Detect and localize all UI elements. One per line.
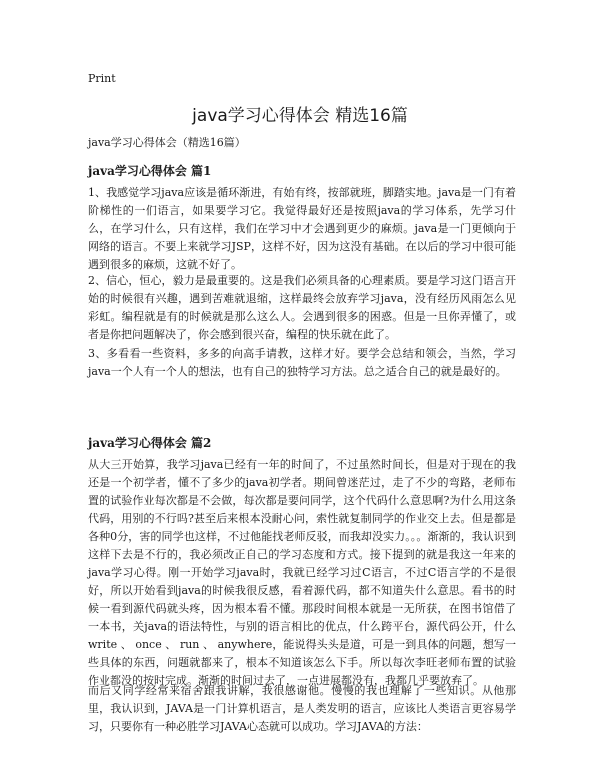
document-title: java学习心得体会 精选16篇 <box>192 106 408 126</box>
document-subtitle: java学习心得体会（精选16篇） <box>88 136 246 149</box>
section-heading-2: java学习心得体会 篇2 <box>88 436 212 450</box>
section-1-paragraph-2: 2、信心，恒心，毅力是最重要的。这是我们必须具备的心理素质。要是学习这门语言开始的时候很有兴趣，遇到苦难就退缩，这样最终会放弃学习java，没有经历风雨怎么见彩虹。编程就是有的时候就是那么这么人。会遇到很多的困惑。但是一旦你弄懂了，或者是你把问题解决了，你会感到很兴奋，编程的快乐就在此了。 <box>88 274 516 341</box>
section-2-paragraph-2: 而后又同学经常来宿舍跟我讲解，我很感谢他。慢慢的我也理解了一些知识。从他那里，我认识到，JAVA是一门计算机语言，是人类发明的语言，应该比人类语言更容易学习，只要你有一种必胜学习JAVA心态就可以成功。学习JAVA的方法： <box>88 684 516 733</box>
print-label: Print <box>88 72 116 85</box>
section-2-paragraph-1: 从大三开始算，我学习java已经有一年的时间了，不过虽然时间长，但是对于现在的我还是一个初学者，懂不了多少的java初学者。期间曾迷茫过，走了不少的弯路，老师布置的试验作业每次都是不会做，每次都是要问同学，这个代码什么意思啊?为什么用这条代码，用别的不行吗?甚至后来根本没耐心问，索性就复制同学的作业交上去。但是都是各种0分，害的同学也这样，不过他能找老师反驳，而我却没实力。。。渐渐的，我认识到这样下去是不行的，我必须改正自己的学习态度和方式。接下提到的就是我这一年来的java学习心得。刚一开始学习java时，我就已经学习过C语言，不过C语言学的不是很好，所以开始看到java的时候我很反感，看着源代码，都不知道失什么意思。看书的时候一看到源代码就头疼，因为根本看不懂。那段时间根本就是一无所获，在图书馆借了一本书，关java的语法特性，与别的语言相比的优点，什么跨平台，源代码公开，什么write 、 once 、 run 、 anywhere，能说得头头是道，可是一到具体的问题，想写一些具体的东西，问题就都来了，根本不知道该怎么下手。所以每次李旺老师布置的试验作业都没的按时完成。渐渐的时间过去了，一点进展都没有，我都几乎要放弃了。 <box>88 458 516 687</box>
section-heading-1: java学习心得体会 篇1 <box>88 164 212 178</box>
section-1-paragraph-3: 3、多看看一些资料，多多的向高手请教，这样才好。要学会总结和领会，当然，学习java一个人有一个人的想法，也有自己的独特学习方法。总之适合自己的就是最好的。 <box>88 347 516 378</box>
section-1-paragraph-1: 1、我感觉学习java应该是循环渐进，有始有终，按部就班，脚踏实地。java是一门有着阶梯性的一们语言，如果要学习它。我觉得最好还是按照java的学习体系，先学习什么，在学习什么，只有这样，我们在学习中才会遇到更少的麻烦。java是一门更倾向于网络的语言。不要上来就学习JSP，这样不好，因为这没有基础。在以后的学习中很可能遇到很多的麻烦，这就不好了。 <box>88 186 516 271</box>
